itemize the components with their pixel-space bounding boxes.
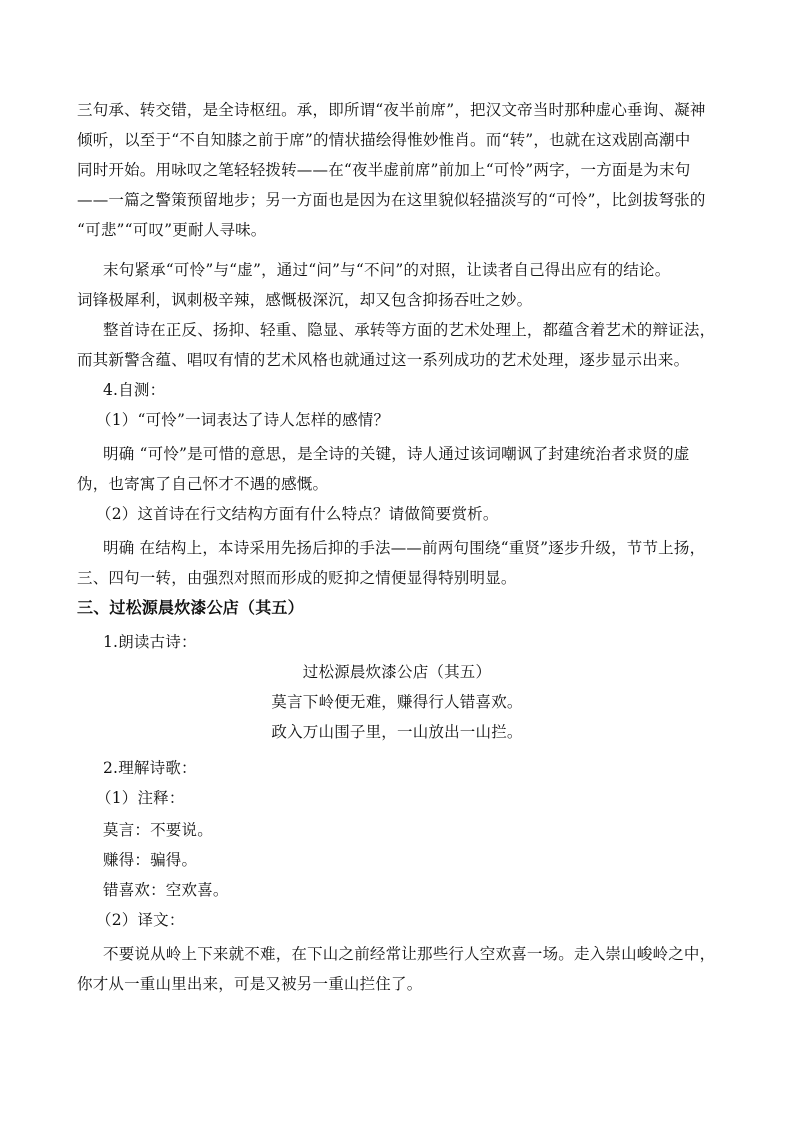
step-label: 1.朗读古诗： <box>103 633 197 651</box>
poem-line: 政入万山围子里，一山放出一山拦。 <box>271 723 523 741</box>
paragraph-line: 词锋极犀利，讽刺极辛辣，感慨极深沉，却又包含抑扬吞吐之妙。 <box>77 291 533 309</box>
paragraph-line: ——一篇之警策预留地步；另一方面也是因为在这里貌似轻描淡写的“可怜”，比剑拔弩张的 <box>77 191 706 209</box>
note-item: 莫言：不要说。 <box>103 821 213 839</box>
note-item: 错喜欢：空欢喜。 <box>103 881 229 899</box>
self-test-label: 4.自测： <box>103 381 166 399</box>
translation-label: （2）译文： <box>96 911 185 929</box>
question-2: （2）这首诗在行文结构方面有什么特点？请做简要赏析。 <box>96 505 499 523</box>
translation-line: 你才从一重山里出来，可是又被另一重山拦住了。 <box>77 975 423 993</box>
paragraph-line: 末句紧承“可怜”与“虚”，通过“问”与“不问”的对照，让读者自己得出应有的结论。 <box>103 261 671 279</box>
question-1: （1）“可怜”一词表达了诗人怎样的感情？ <box>96 411 390 429</box>
paragraph-line: 同时开始。用咏叹之笔轻轻拨转——在“夜半虚前席”前加上“可怜”两字，一方面是为末句 <box>77 161 691 179</box>
poem-title: 过松源晨炊漆公店（其五） <box>302 663 492 681</box>
note-item: 赚得：骗得。 <box>103 851 198 869</box>
translation-line: 不要说从岭上下来就不难，在下山之前经常让那些行人空欢喜一场。走入崇山峻岭之中， <box>103 945 716 963</box>
answer-line: 明确 在结构上，本诗采用先扬后抑的手法——前两句围绕“重贤”逐步升级，节节上扬， <box>103 539 706 557</box>
answer-line: 伪，也寄寓了自己怀才不遇的感慨。 <box>77 475 329 493</box>
poem-line: 莫言下岭便无难，赚得行人错喜欢。 <box>271 693 523 711</box>
notes-label: （1）注释： <box>96 789 185 807</box>
answer-line: 明确 “可怜”是可惜的意思，是全诗的关键，诗人通过该词嘲讽了封建统治者求贤的虚 <box>103 445 690 463</box>
paragraph-line: 三句承、转交错，是全诗枢纽。承，即所谓“夜半前席”，把汉文帝当时那种虚心垂询、凝神 <box>77 101 706 119</box>
section-heading: 三、过松源晨炊漆公店（其五） <box>77 598 304 617</box>
paragraph-line: 倾听，以至于“不自知膝之前于席”的情状描绘得惟妙惟肖。而“转”，也就在这戏剧高潮中 <box>77 131 691 149</box>
paragraph-line: 整首诗在正反、扬抑、轻重、隐显、承转等方面的艺术处理上，都蕴含着艺术的辩证法， <box>103 321 716 339</box>
step-label: 2.理解诗歌： <box>103 759 197 777</box>
paragraph-line: “可悲”“可叹”更耐人寻味。 <box>77 221 267 239</box>
paragraph-line: 而其新警含蕴、唱叹有情的艺术风格也就通过这一系列成功的艺术处理，逐步显示出来。 <box>77 351 690 369</box>
answer-line: 三、四句一转，由强烈对照而形成的贬抑之情便显得特别明显。 <box>77 569 517 587</box>
